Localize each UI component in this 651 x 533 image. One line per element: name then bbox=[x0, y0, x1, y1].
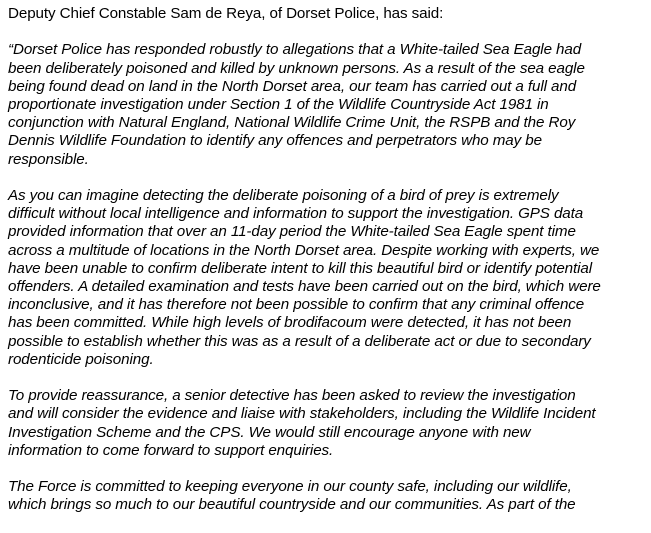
text-line: Dennis Wildlife Foundation to identify any offences and perpetrators who may be bbox=[8, 132, 542, 150]
text-line: To provide reassurance, a senior detective has been asked to review the investigation bbox=[8, 387, 576, 405]
text-line: been deliberately poisoned and killed by unknown persons. As a result of the sea eagle bbox=[8, 59, 585, 77]
text-line: “Dorset Police has responded robustly to allegations that a White-tailed Sea Eagle had bbox=[8, 41, 582, 59]
text-line: proportionate investigation under Section 1 of the Wildlife Countryside Act 1981 in bbox=[8, 96, 549, 113]
text-line: Investigation Scheme and the CPS. We would still encourage anyone with new bbox=[8, 423, 531, 441]
text-line: provided information that over an 11-day period the White-tailed Sea Eagle spent time bbox=[8, 223, 576, 241]
text-line: responsible. bbox=[8, 150, 89, 168]
text-line: have been unable to confirm deliberate intent to kill this beautiful bird or identify potential bbox=[8, 259, 593, 277]
text-line: conjunction with Natural England, National Wildlife Crime Unit, the RSPB and the Roy bbox=[8, 114, 576, 132]
text-line: rodenticide poisoning. bbox=[8, 350, 154, 368]
paragraph-investigation bbox=[8, 41, 648, 168]
document-body bbox=[8, 5, 648, 533]
paragraph-detection bbox=[8, 187, 648, 369]
text-line: which brings so much to our beautiful countryside and our communities. As part of the bbox=[8, 496, 576, 514]
text-line: difficult without local intelligence and information to support the investigation. GPS data bbox=[8, 205, 584, 223]
text-line: being found dead on land in the North Dorset area, our team has carried out a full and bbox=[8, 77, 577, 95]
text-line: As you can imagine detecting the deliberate poisoning of a bird of prey is extremely bbox=[8, 187, 559, 204]
paragraph-commitment bbox=[8, 478, 648, 514]
text-line: and will consider the evidence and liaise with stakeholders, including the Wildlife Incident bbox=[8, 405, 596, 423]
intro-line: Deputy Chief Constable Sam de Reya, of Dorset Police, has said: bbox=[8, 5, 444, 22]
text-line: has been committed. While high levels of brodifacoum were detected, it has not been bbox=[8, 314, 572, 332]
text-line: inconclusive, and it has therefore not been possible to confirm that any criminal offence bbox=[8, 296, 585, 314]
text-line: across a multitude of locations in the North Dorset area. Despite working with experts, we bbox=[8, 241, 600, 259]
text-line: information to come forward to support enquiries. bbox=[8, 441, 334, 459]
text-line: offenders. A detailed examination and tests have been carried out on the bird, which were bbox=[8, 278, 601, 296]
text-line: The Force is committed to keeping everyone in our county safe, including our wildlife, bbox=[8, 478, 572, 496]
paragraph-reassurance bbox=[8, 387, 648, 460]
text-line: possible to establish whether this was as a result of a deliberate act or due to secondary bbox=[8, 332, 591, 350]
